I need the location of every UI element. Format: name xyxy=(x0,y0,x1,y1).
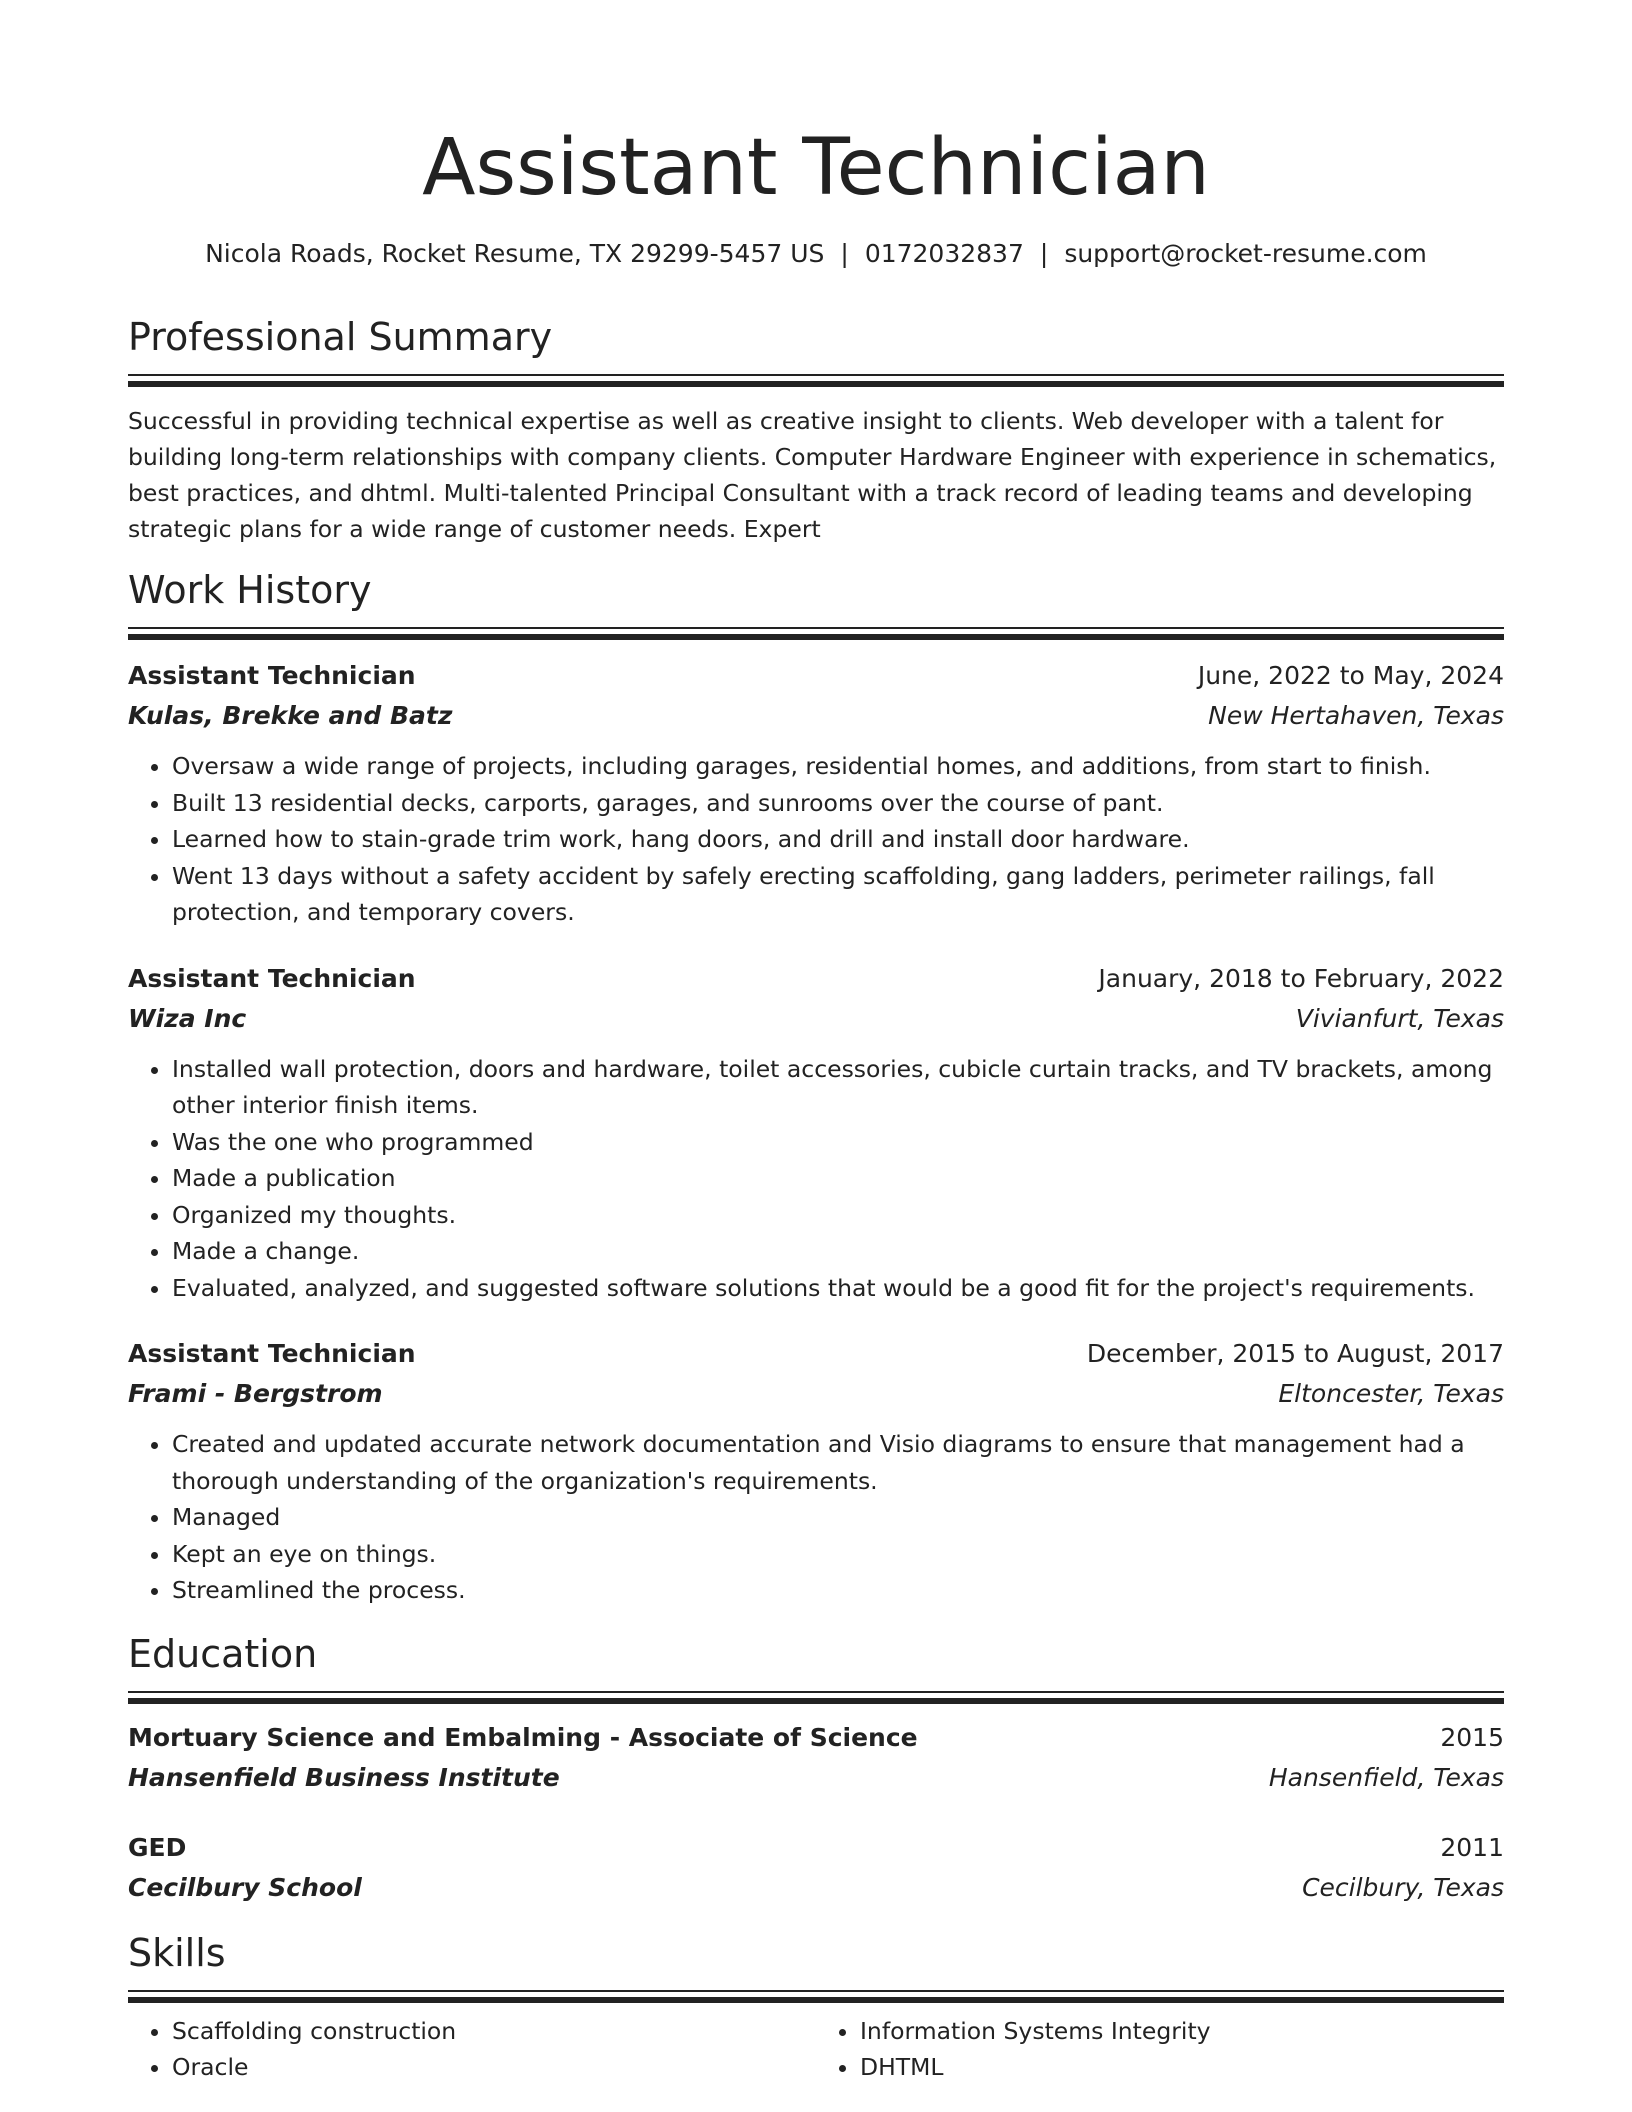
job-entry xyxy=(128,959,1504,1307)
skills-columns xyxy=(128,2013,1504,2085)
job-dates: June, 2022 to May, 2024 xyxy=(1197,661,1504,690)
section-skills xyxy=(128,1930,1504,2085)
skills-list-left xyxy=(128,2013,816,2085)
contact-address: Nicola Roads, Rocket Resume, TX 29299-5457 US xyxy=(205,239,825,268)
section-heading: Skills xyxy=(128,1930,226,1975)
job-bullets xyxy=(128,1426,1504,1609)
education-year: 2011 xyxy=(1440,1832,1504,1862)
list-item: • Evaluated, analyzed, and suggested software solutions that would be a good fit for the project's requirements. xyxy=(172,1270,1504,1307)
section-divider xyxy=(128,1990,1504,2003)
education-location: Cecilbury, Texas xyxy=(1302,1872,1504,1902)
list-item: • Was the one who programmed xyxy=(172,1124,1504,1161)
section-education xyxy=(128,1631,1504,1908)
contact-separator: | xyxy=(1039,239,1049,268)
list-item: • Learned how to stain-grade trim work, hang doors, and drill and install door hardware. xyxy=(172,821,1504,858)
job-company: Kulas, Brekke and Batz xyxy=(128,701,453,730)
list-item: • Information Systems Integrity xyxy=(860,2013,1504,2049)
summary-text: Successful in providing technical expertise as well as creative insight to clients. Web developer with a talent for building long-term relationships with company clients. Computer Hardware Engineer with experience in schematics, best practices, and dhtml. Multi-talented Principal Consultant with a track record of leading teams and developing strategic plans for a wide range of customer needs. Expert xyxy=(128,407,1497,543)
page-title: Assistant Technician xyxy=(422,123,1210,213)
list-item: • Installed wall protection, doors and hardware, toilet accessories, cubicle curtain tracks, and TV brackets, among other interior finish items. xyxy=(172,1051,1504,1124)
list-item: • Organized my thoughts. xyxy=(172,1197,1504,1234)
contact-separator: | xyxy=(840,239,849,268)
list-item: • Oracle xyxy=(172,2049,816,2085)
list-item: • Streamlined the process. xyxy=(172,1572,1504,1609)
list-item: • Managed xyxy=(172,1499,1504,1536)
education-entry xyxy=(128,1718,1504,1798)
section-divider xyxy=(128,374,1504,387)
job-bullets xyxy=(128,748,1504,931)
list-item: • Kept an eye on things. xyxy=(172,1536,1504,1573)
job-company: Wiza Inc xyxy=(128,1003,247,1033)
list-item: • Created and updated accurate network documentation and Visio diagrams to ensure that management had a thorough understanding of the organization's requirements. xyxy=(172,1426,1504,1499)
job-bullets xyxy=(128,1051,1504,1307)
section-heading: Professional Summary xyxy=(128,315,553,359)
job-location: Vivianfurt, Texas xyxy=(1295,1003,1504,1033)
education-degree: Mortuary Science and Embalming - Associate of Science xyxy=(128,1722,918,1752)
contact-line xyxy=(128,238,1504,270)
section-divider xyxy=(128,627,1504,640)
job-entry xyxy=(128,1334,1504,1609)
education-entry xyxy=(128,1828,1504,1908)
education-school: Hansenfield Business Institute xyxy=(128,1762,560,1792)
section-professional-summary xyxy=(128,314,1504,547)
skills-list-right xyxy=(816,2013,1504,2085)
education-school: Cecilbury School xyxy=(128,1872,362,1902)
job-title: Assistant Technician xyxy=(128,963,416,993)
job-location: Eltoncester, Texas xyxy=(1278,1379,1504,1408)
list-item: • Built 13 residential decks, carports, garages, and sunrooms over the course of pant. xyxy=(172,785,1504,822)
job-location: New Hertahaven, Texas xyxy=(1208,701,1504,730)
job-title: Assistant Technician xyxy=(128,1339,416,1368)
section-heading: Education xyxy=(128,1631,318,1676)
list-item: • Made a publication xyxy=(172,1160,1504,1197)
list-item: • Made a change. xyxy=(172,1233,1504,1270)
section-work-history xyxy=(128,567,1504,1609)
list-item: • Oversaw a wide range of projects, including garages, residential homes, and additions, from start to finish. xyxy=(172,748,1504,785)
job-dates: December, 2015 to August, 2017 xyxy=(1086,1339,1504,1368)
education-location: Hansenfield, Texas xyxy=(1268,1762,1504,1792)
job-dates: January, 2018 to February, 2022 xyxy=(1098,963,1504,993)
section-divider xyxy=(128,1691,1504,1704)
contact-phone[interactable]: 0172032837 xyxy=(864,239,1024,268)
contact-email[interactable]: support@rocket-resume.com xyxy=(1064,239,1427,268)
education-degree: GED xyxy=(128,1832,187,1862)
job-title: Assistant Technician xyxy=(128,661,416,690)
list-item: • Scaffolding construction xyxy=(172,2013,816,2049)
job-entry xyxy=(128,656,1504,931)
list-item: • Went 13 days without a safety accident by safely erecting scaffolding, gang ladders, perimeter railings, fall protection, and temporary covers. xyxy=(172,858,1504,931)
education-year: 2015 xyxy=(1440,1722,1504,1752)
section-heading: Work History xyxy=(128,568,372,612)
list-item: • DHTML xyxy=(860,2049,1504,2085)
job-company: Frami - Bergstrom xyxy=(128,1379,383,1408)
